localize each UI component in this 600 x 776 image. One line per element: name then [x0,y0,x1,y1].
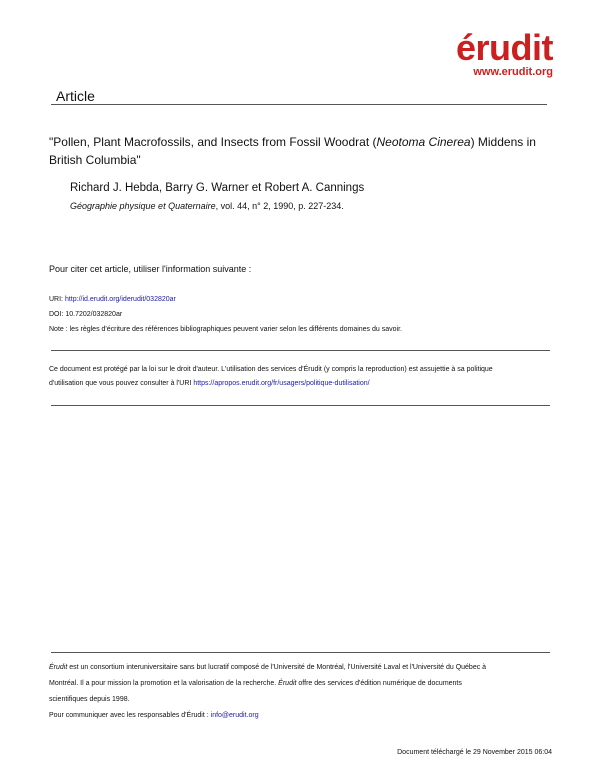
doi-line: DOI: 10.7202/032820ar [49,311,123,318]
erudit-logo[interactable] [415,27,553,82]
journal-details: , vol. 44, n° 2, 1990, p. 227-234. [215,201,344,211]
article-label: Article [56,88,95,104]
copyright-prefix: d'utilisation que vous pouvez consulter à l'URI [49,380,194,387]
divider-bottom [51,405,550,406]
journal-name: Géographie physique et Quaternaire [70,201,216,211]
footer-line-4 [49,711,559,721]
download-timestamp: Document téléchargé le 29 November 2015 06:04 [397,749,552,756]
footer-contact-prefix: Pour communiquer avec les responsables d'Érudit : [49,712,211,719]
footer-text-1: est un consortium interuniversitaire sans but lucratif composé de l'Université de Montréal, l'Université Laval et l'Université du Québec à [67,664,487,671]
journal-reference [70,200,344,212]
footer-text-2b: offre des services d'édition numérique de documents [296,680,462,687]
copyright-line-1: Ce document est protégé par la loi sur le droit d'auteur. L'utilisation des services d'Érudit (y compris la reproduction) est assujettie à sa politique [49,366,493,373]
divider-footer [51,652,550,653]
footer-line-1 [49,663,559,673]
footer-erudit-1: Érudit [49,664,68,671]
logo-wordmark: érudit [455,27,553,68]
footer-line-2 [49,679,559,689]
uri-label: URI: [49,296,65,303]
title-part-2: ) Middens in British Columbia" [49,135,536,167]
title-species: Neotoma Cinerea [376,135,471,149]
copyright-line-2 [49,379,559,389]
contact-email-link[interactable]: info@erudit.org [210,712,259,719]
authors: Richard J. Hebda, Barry G. Warner et Robert A. Cannings [70,182,365,194]
cite-intro: Pour citer cet article, utiliser l'information suivante : [49,264,252,274]
footer-line-3: scientifiques depuis 1998. [49,696,130,703]
uri-link[interactable]: http://id.erudit.org/iderudit/032820ar [64,296,176,303]
uri-line [49,295,176,305]
divider-top [51,104,547,105]
title-part-1: "Pollen, Plant Macrofossils, and Insects from Fossil Woodrat ( [49,135,377,149]
note-line: Note : les règles d'écriture des références bibliographiques peuvent varier selon les différents domaines du savoir. [49,326,402,333]
footer-text-2a: Montréal. Il a pour mission la promotion et la valorisation de la recherche. [49,680,279,687]
footer-erudit-2: Érudit [278,680,297,687]
article-title [49,133,549,169]
policy-link[interactable]: https://apropos.erudit.org/fr/usagers/politique-dutilisation/ [193,380,370,387]
logo-url: www.erudit.org [473,66,553,78]
divider-middle [51,350,550,351]
